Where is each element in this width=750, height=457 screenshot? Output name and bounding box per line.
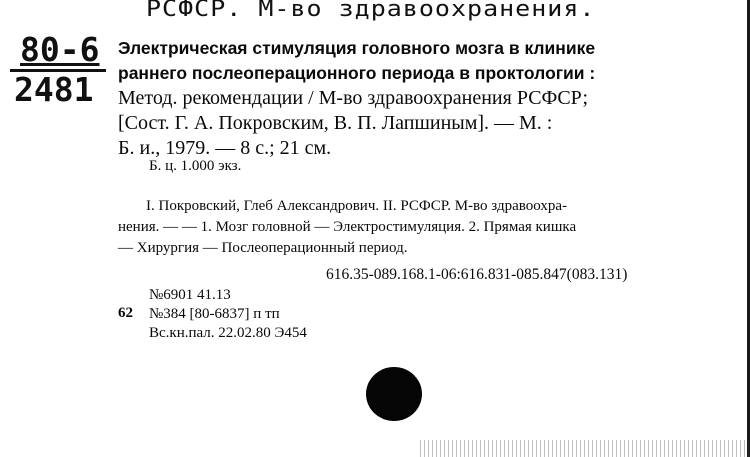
handwritten-shelf-mark-bottom: 2481 bbox=[14, 70, 94, 109]
accession-line-1: №6901 41.13 bbox=[149, 287, 231, 303]
entry-line-5: Б. и., 1979. — 8 с.; 21 см. bbox=[118, 137, 332, 159]
entry-title-line-1: Электрическая стимуляция головного мозга в клинике bbox=[118, 38, 596, 58]
udc-classification: 616.35-089.168.1-06:616.831-085.847(083.131) bbox=[326, 266, 628, 283]
entry-line-4: [Сост. Г. А. Покровским, В. П. Лапшиным]. — М. : bbox=[118, 112, 553, 134]
price-and-print-run: Б. ц. 1.000 экз. bbox=[149, 158, 242, 174]
subject-tracings bbox=[118, 196, 723, 259]
entry-title-line-2: раннего послеоперационного периода в проктологии : bbox=[118, 63, 596, 83]
entry-line-3: Метод. рекомендации / М-во здравоохранения РСФСР; bbox=[118, 87, 589, 109]
scan-noise bbox=[420, 440, 750, 457]
bibliographic-entry bbox=[118, 36, 718, 161]
accession-prefix: 62 bbox=[118, 305, 133, 321]
accession-line-3: Вс.кн.пал. 22.02.80 Э454 bbox=[149, 325, 307, 341]
tracing-line-2: нения. — — 1. Мозг головной — Электростимуляция. 2. Прямая кишка bbox=[118, 219, 577, 235]
tracing-line-3: — Хирургия — Послеоперационный период. bbox=[118, 240, 408, 256]
handwritten-shelf-mark-top: 80-6 bbox=[20, 30, 100, 69]
accession-line-2: №384 [80-6837] п тп bbox=[149, 306, 280, 322]
card-punch-hole bbox=[366, 367, 422, 421]
tracing-line-1: I. Покровский, Глеб Александрович. II. РСФСР. М-во здравоохра- bbox=[146, 198, 567, 214]
accession-block bbox=[149, 286, 307, 343]
handwritten-heading: РСФСР. М-во здравоохранения. bbox=[146, 0, 596, 22]
